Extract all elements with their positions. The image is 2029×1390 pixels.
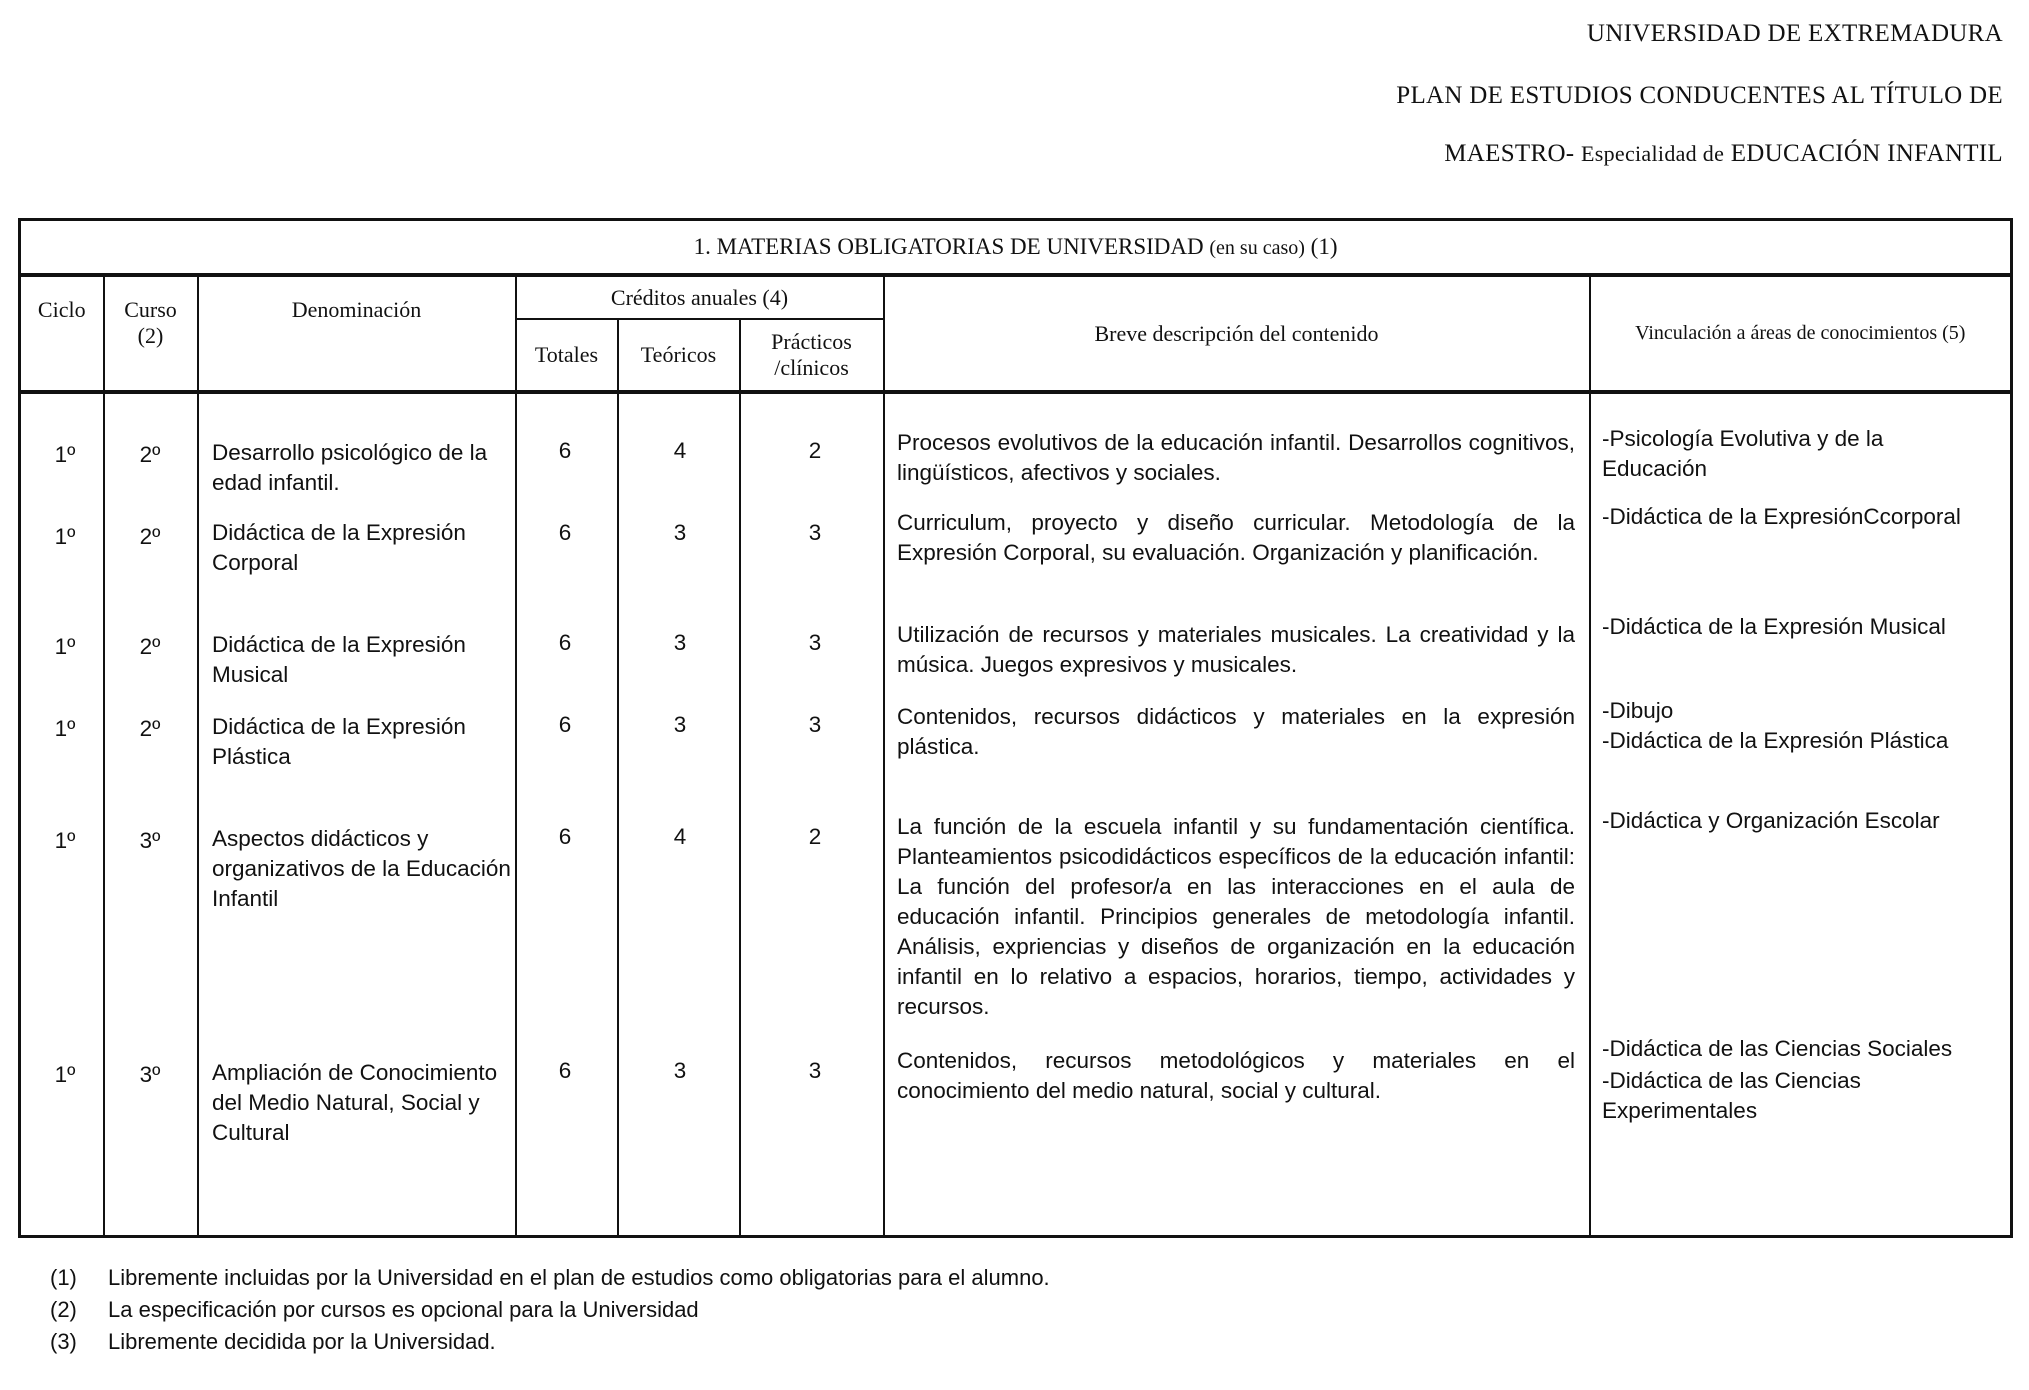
footnote xyxy=(50,1294,1050,1326)
footnote-number: (2) xyxy=(50,1297,77,1322)
row-3-vinculacion: -Didáctica de la Expresión Musical xyxy=(1602,614,1946,639)
row-4-descripcion: Contenidos, recursos didácticos y materiales en la expresión plástica. xyxy=(897,704,1575,759)
degree-title xyxy=(1444,140,2003,168)
row-1-ciclo: 1º xyxy=(54,442,76,467)
row-5-curso: 3º xyxy=(139,828,161,853)
row-4-totales: 6 xyxy=(558,712,572,737)
header-curso-ref: (2) xyxy=(137,323,164,348)
footnote-text: La especificación por cursos es opcional para la Universidad xyxy=(108,1297,699,1322)
row-5-teoricos: 4 xyxy=(673,824,687,849)
row-6-descripcion: Contenidos, recursos metodológicos y materiales en el conocimiento del medio natural, social y cultural. xyxy=(897,1048,1575,1103)
plan-title: PLAN DE ESTUDIOS CONDUCENTES AL TÍTULO DE xyxy=(1396,82,2003,109)
footnote-text: Libremente decidida por la Universidad. xyxy=(108,1329,496,1354)
row-4-vinculacion-1: -Dibujo xyxy=(1602,698,1674,723)
degree-title-specialty-label: Especialidad de xyxy=(1580,141,1725,166)
row-2-descripcion: Curriculum, proyecto y diseño curricular. Metodología de la Expresión Corporal, su evaluación. Organización y planificación. xyxy=(897,510,1575,565)
row-3-totales: 6 xyxy=(558,630,572,655)
degree-title-specialty: EDUCACIÓN INFANTIL xyxy=(1730,140,2003,167)
header-creditos: Créditos anuales (4) xyxy=(516,275,884,319)
header-totales: Totales xyxy=(516,319,618,392)
header-curso xyxy=(104,275,198,392)
row-3-ciclo: 1º xyxy=(54,634,76,659)
row-6-ciclo: 1º xyxy=(54,1062,76,1087)
footnote xyxy=(50,1262,1050,1294)
row-1-practicos: 2 xyxy=(808,438,822,463)
header-teoricos: Teóricos xyxy=(618,319,740,392)
row-6-practicos: 3 xyxy=(808,1058,822,1083)
row-1-curso: 2º xyxy=(139,442,161,467)
row-2-denominacion: Didáctica de la Expresión Corporal xyxy=(212,520,466,575)
row-3-teoricos: 3 xyxy=(673,630,687,655)
row-4-practicos: 3 xyxy=(808,712,822,737)
row-6-denominacion: Ampliación de Conocimiento del Medio Natural, Social y Cultural xyxy=(212,1060,498,1145)
footnote xyxy=(50,1326,1050,1358)
row-5-ciclo: 1º xyxy=(54,828,76,853)
header-practicos-line1: Prácticos xyxy=(771,329,852,354)
degree-title-main: MAESTRO- xyxy=(1444,140,1575,167)
row-3-denominacion: Didáctica de la Expresión Musical xyxy=(212,632,466,687)
row-5-denominacion: Aspectos didácticos y organizativos de la Educación Infantil xyxy=(212,826,511,911)
header-vinculacion: Vinculación a áreas de conocimientos (5) xyxy=(1590,275,2012,392)
row-2-ciclo: 1º xyxy=(54,524,76,549)
footnotes xyxy=(50,1262,1050,1358)
row-4-curso: 2º xyxy=(139,716,161,741)
header-ciclo: Ciclo xyxy=(20,275,104,392)
row-5-practicos: 2 xyxy=(808,824,822,849)
header-curso-label: Curso xyxy=(124,297,177,322)
row-5-descripcion: La función de la escuela infantil y su fundamentación científica. Planteamientos psicodidácticos específicos de la educación infantil: La función del profesor/a en las interacciones en el aula de educación infantil. Principios generales de metodología infantil. Análisis, expriencias y diseños de organización en la educación infantil en lo relativo a espacios, horarios, tiempo, actividades y recursos. xyxy=(897,814,1575,1019)
header-descripcion: Breve descripción del contenido xyxy=(884,275,1590,392)
header-denominacion: Denominación xyxy=(198,275,516,392)
row-4-ciclo: 1º xyxy=(54,716,76,741)
header-practicos-line2: /clínicos xyxy=(774,355,849,380)
table-title xyxy=(20,220,2012,276)
row-6-vinculacion-1: -Didáctica de las Ciencias Sociales xyxy=(1602,1036,1953,1061)
row-1-vinculacion: -Psicología Evolutiva y de la Educación xyxy=(1602,426,1884,481)
row-2-vinculacion: -Didáctica de la ExpresiónCcorporal xyxy=(1602,504,1961,529)
row-2-totales: 6 xyxy=(558,520,572,545)
university-name: UNIVERSIDAD DE EXTREMADURA xyxy=(1586,20,2003,47)
row-4-vinculacion-2: -Didáctica de la Expresión Plástica xyxy=(1602,728,1949,753)
row-1-totales: 6 xyxy=(558,438,572,463)
row-6-vinculacion-2: -Didáctica de las Ciencias Experimentales xyxy=(1602,1068,1861,1123)
row-1-denominacion: Desarrollo psicológico de la edad infantil. xyxy=(212,440,488,495)
footnote-number: (1) xyxy=(50,1265,77,1290)
row-5-totales: 6 xyxy=(558,824,572,849)
row-1-teoricos: 4 xyxy=(673,438,687,463)
row-2-curso: 2º xyxy=(139,524,161,549)
footnote-number: (3) xyxy=(50,1329,77,1354)
row-3-descripcion: Utilización de recursos y materiales musicales. La creatividad y la música. Juegos expresivos y musicales. xyxy=(897,622,1575,677)
row-5-vinculacion: -Didáctica y Organización Escolar xyxy=(1602,808,1940,833)
row-6-curso: 3º xyxy=(139,1062,161,1087)
header-practicos xyxy=(740,319,884,392)
row-3-practicos: 3 xyxy=(808,630,822,655)
body-ciclo-column xyxy=(20,392,104,1237)
row-3-curso: 2º xyxy=(139,634,161,659)
footnote-text: Libremente incluidas por la Universidad en el plan de estudios como obligatorias para el alumno. xyxy=(108,1265,1050,1290)
row-4-denominacion: Didáctica de la Expresión Plástica xyxy=(212,714,466,769)
table-title-ref: (1) xyxy=(1310,234,1338,259)
table-title-qualifier: (en su caso) xyxy=(1209,237,1305,259)
row-4-teoricos: 3 xyxy=(673,712,687,737)
row-6-teoricos: 3 xyxy=(673,1058,687,1083)
table-title-main: 1. MATERIAS OBLIGATORIAS DE UNIVERSIDAD xyxy=(693,234,1204,259)
row-2-teoricos: 3 xyxy=(673,520,687,545)
body-curso-column xyxy=(104,392,198,1237)
row-6-totales: 6 xyxy=(558,1058,572,1083)
row-2-practicos: 3 xyxy=(808,520,822,545)
row-1-descripcion: Procesos evolutivos de la educación infantil. Desarrollos cognitivos, lingüísticos, afectivos y sociales. xyxy=(897,430,1575,485)
